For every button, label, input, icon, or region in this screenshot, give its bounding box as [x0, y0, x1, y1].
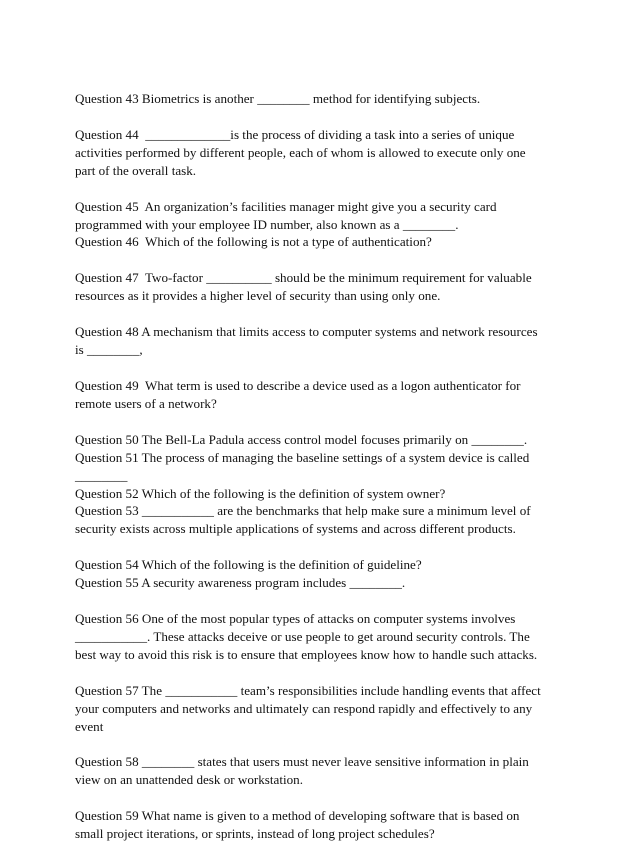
text-line: is ________, [75, 342, 143, 358]
document-page [75, 90, 565, 843]
text-line: ________ [75, 467, 128, 483]
text-line: event [75, 718, 104, 734]
text-line: best way to avoid this risk is to ensure that employees know how to handle such attacks. [75, 646, 538, 662]
question-paragraph [75, 574, 565, 592]
text-line: Question 44 _____________is the process of dividing a task into a series of unique [75, 126, 515, 142]
text-line: resources as it provides a higher level of security than using only one. [75, 288, 441, 304]
text-line: Question 57 The ___________ team’s responsibilities include handling events that affect [75, 682, 541, 698]
text-line: ___________. These attacks deceive or use people to get around security controls. The [75, 628, 530, 644]
text-line: security exists across multiple applications of systems and across different products. [75, 521, 516, 537]
text-line: your computers and networks and ultimately can respond rapidly and effectively to any [75, 700, 533, 716]
question-paragraph [75, 233, 565, 251]
question-paragraph [75, 485, 565, 503]
text-line: Question 50 The Bell-La Padula access control model focuses primarily on ________. [75, 431, 528, 447]
text-line: Question 55 A security awareness program includes ________. [75, 575, 406, 591]
question-paragraph [75, 610, 565, 664]
text-line: Question 46 Which of the following is not a type of authentication? [75, 234, 432, 250]
question-paragraph [75, 323, 565, 359]
question-paragraph [75, 431, 565, 449]
question-paragraph [75, 449, 565, 485]
text-line: remote users of a network? [75, 395, 217, 411]
text-line: Question 51 The process of managing the baseline settings of a system device is called [75, 449, 530, 465]
text-line: view on an unattended desk or workstation. [75, 772, 303, 788]
question-paragraph [75, 682, 565, 736]
question-paragraph [75, 198, 565, 234]
text-line: Question 54 Which of the following is the definition of guideline? [75, 557, 422, 573]
question-paragraph [75, 90, 565, 108]
text-line: Question 49 What term is used to describe a device used as a logon authenticator for [75, 377, 521, 393]
question-paragraph [75, 126, 565, 180]
question-paragraph [75, 753, 565, 789]
question-paragraph [75, 807, 565, 843]
text-line: Question 56 One of the most popular types of attacks on computer systems involves [75, 611, 516, 627]
text-line: Question 59 What name is given to a method of developing software that is based on [75, 808, 520, 824]
text-line: Question 58 ________ states that users must never leave sensitive information in plain [75, 754, 529, 770]
question-paragraph [75, 269, 565, 305]
text-line: Question 45 An organization’s facilities manager might give you a security card [75, 198, 497, 214]
question-paragraph [75, 502, 565, 538]
text-line: Question 52 Which of the following is the definition of system owner? [75, 485, 446, 501]
text-line: activities performed by different people, each of whom is allowed to execute only one [75, 144, 526, 160]
question-paragraph [75, 556, 565, 574]
text-line: small project iterations, or sprints, instead of long project schedules? [75, 826, 435, 842]
text-line: Question 48 A mechanism that limits access to computer systems and network resources [75, 324, 538, 340]
text-line: Question 43 Biometrics is another ________ method for identifying subjects. [75, 91, 481, 106]
text-line: Question 53 ___________ are the benchmarks that help make sure a minimum level of [75, 503, 531, 519]
text-line: Question 47 Two-factor __________ should be the minimum requirement for valuable [75, 270, 532, 286]
question-paragraph [75, 377, 565, 413]
text-line: part of the overall task. [75, 162, 197, 178]
text-line: programmed with your employee ID number, also known as a ________. [75, 216, 459, 232]
